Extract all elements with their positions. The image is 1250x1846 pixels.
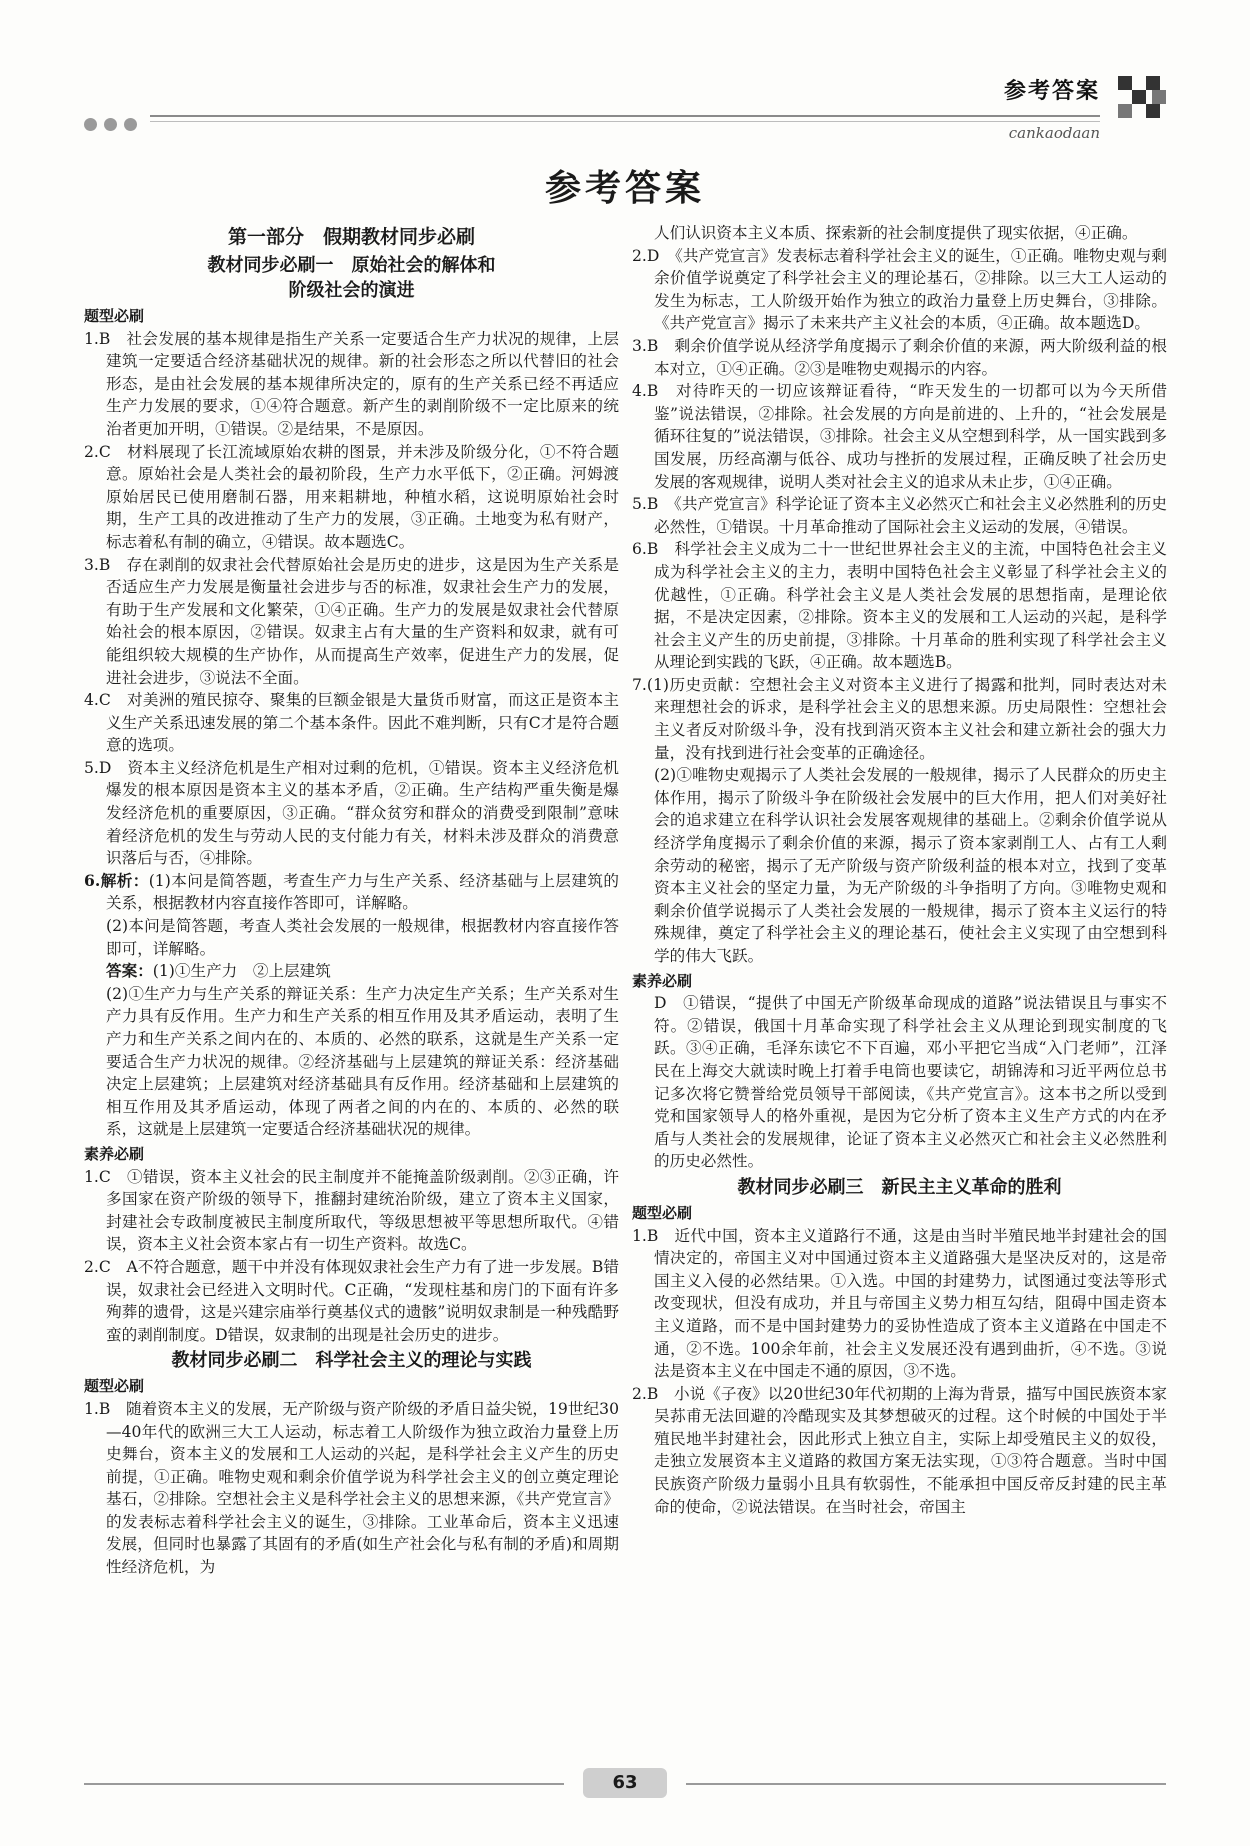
part-title: 第一部分 假期教材同步必刷	[227, 226, 475, 248]
page-title: 参考答案	[544, 168, 705, 209]
section-title-line: 教材同步必刷一 原始社会的解体和	[207, 255, 496, 276]
question-item: 2.B 小说《子夜》以20世纪30年代初期的上海为背景，描写中国民族资本家吴荪甫无法回避的冷酷现实及其梦想破灭的过程。这个时候的中国处于半殖民地半封建社会，因此形式上独立自主，实际上却受殖民主义的奴役，走独立发展资本主义道路的救国方案无法实现，①③符合题意。当时中国民族资产阶级力量弱小且具有软弱性，不能承担中国反帝反封建的民主革命的使命，②说法错误。在当时社会，帝国主	[632, 1384, 1167, 1516]
subhead-tixing: 题型必刷	[632, 1203, 693, 1222]
header-dots	[84, 116, 144, 135]
answer-text: (2)①生产力与生产关系的辩证关系：生产力决定生产关系；生产关系对生产力具有反作用。生产力和生产关系的相互作用及其矛盾运动，表明了生产力和生产关系之间内在的、本质的、必然的联系，这就是生产关系一定要适合生产力状况的规律。②经济基础与上层建筑的辩证关系：经济基础决定上层建筑；上层建筑对经济基础具有反作用。经济基础和上层建筑的相互作用及其矛盾运动，体现了两者之间的内在的、本质的、必然的联系，这就是上层建筑一定要适合经济基础状况的规律。	[106, 984, 619, 1139]
dot-icon	[84, 118, 97, 131]
answer-label: 答案：	[106, 962, 153, 981]
section-title-3: 教材同步必刷三 新民主主义革命的胜利	[737, 1176, 1062, 1198]
question-item: 6.B 科学社会主义成为二十一世纪世界社会主义的主流，中国特色社会主义成为科学社会主义的主力，表明中国特色社会主义彰显了科学社会主义的优越性，①正确。科学社会主义是人类社会发展的思想指南，是理论依据，不是决定因素，②排除。资本主义的发展和工人运动的兴起，是科学社会主义产生的历史前提，③排除。十月革命的胜利实现了科学社会主义从理论到实践的飞跃，④正确。故本题选B。	[632, 540, 1167, 672]
question-item: 1.B 社会发展的基本规律是指生产关系一定要适合生产力状况的规律，上层建筑一定要适合经济基础状况的规律。新的社会形态之所以代替旧的社会形态，是由社会发展的基本规律所决定的，原有的生产关系已经不再适应生产力发展的要求，①④符合题意。新产生的剥削阶级不一定比原来的统治者更加开明，①错误。②是结果，不是原因。	[84, 329, 619, 438]
subhead-suyang: 素养必刷	[84, 1144, 145, 1163]
question-item: 4.C 对美洲的殖民掠夺、聚集的巨额金银是大量货币财富，而这正是资本主义生产关系迅速发展的第二个基本条件。因此不难判断，只有C才是符合题意的选项。	[84, 691, 619, 755]
section-title-line: 阶级社会的演进	[288, 280, 415, 301]
subhead-tixing: 题型必刷	[84, 307, 145, 325]
question-item: 1.B 随着资本主义的发展，无产阶级与资产阶级的矛盾日益尖锐，19世纪30—40年代的欧洲三大工人运动，标志着工人阶级作为独立政治力量登上历史舞台，资本主义的发展和工人运动的兴起，是科学社会主义产生的历史前提，①正确。唯物史观和剩余价值学说为科学社会主义的创立奠定理论基石，②排除。空想社会主义是科学社会主义的思想来源，《共产党宣言》的发表标志着科学社会主义的诞生，③排除。工业革命后，资本主义迅速发展，但同时也暴露了其固有的矛盾(如生产社会化与私有制的矛盾)和周期性经济危机，为	[84, 1399, 619, 1577]
question-item: 2.C A不符合题意，题干中并没有体现奴隶社会生产力有了进一步发展。B错误，奴隶社会已经进入文明时代。C正确，“发现柱基和房门的下面有许多殉葬的遗骨，这是兴建宗庙举行奠基仪式的遗骸”说明奴隶制是一种残酷野蛮的剥削制度。D错误，奴隶制的出现是社会历史的进步。	[84, 1257, 619, 1344]
analysis-text: (2)本问是简答题，考查人类社会发展的一般规律，根据教材内容直接作答即可，详解略。	[106, 917, 619, 958]
left-column	[84, 222, 619, 1579]
subhead-suyang: 素养必刷	[632, 971, 693, 990]
analysis-text: (1)本问是简答题，考查生产力与生产关系、经济基础与上层建筑的关系，根据教材内容直接作答即可，详解略。	[106, 871, 619, 913]
question-item: (2)①唯物史观揭示了人类社会发展的一般规律，揭示了人民群众的历史主体作用，揭示了阶级斗争在阶级社会发展中的巨大作用，把人们对美好社会的追求建立在科学认识社会发展客观规律的基础上。②剩余价值学说从经济学角度揭示了剩余价值的来源，揭示了资本家剥削工人、占有工人剩余劳动的秘密，揭示了无产阶级与资产阶级利益的根本对立，找到了变革资本主义社会的坚定力量，为无产阶级的斗争指明了方向。③唯物史观和剩余价值学说揭示了人类社会发展的一般规律，揭示了资本主义运行的特殊规律，奠定了科学社会主义的理论基石，使社会主义实现了由空想到科学的伟大飞跃。	[654, 766, 1167, 965]
right-column	[632, 222, 1167, 1518]
question-item: 3.B 存在剥削的奴隶社会代替原始社会是历史的进步，这是因为生产关系是否适应生产力发展是衡量社会进步与否的标准，奴隶社会生产力的发展，有助于生产发展和文化繁荣，①④正确。生产力的发展是奴隶社会代替原始社会的根本原因，②错误。奴隶主占有大量的生产资料和奴隶，就有可能组织较大规模的生产协作，从而提高生产效率，促进生产力的发展，促进社会进步，③说法不全面。	[84, 555, 619, 687]
header-pinyin: cankaodaan	[1008, 124, 1100, 142]
question-item: 5.B 《共产党宣言》科学论证了资本主义必然灭亡和社会主义必然胜利的历史必然性，①错误。十月革命推动了国际社会主义运动的发展，④错误。	[632, 495, 1167, 536]
answer-text: (1)①生产力 ②上层建筑	[152, 962, 331, 981]
dot-icon	[124, 118, 137, 131]
analysis-label: 6.解析：	[84, 870, 149, 890]
question-item-continued: 人们认识资本主义本质、探索新的社会制度提供了现实依据，④正确。	[654, 224, 1138, 242]
question-item: D ①错误，“提供了中国无产阶级革命现成的道路”说法错误且与事实不符。②错误，俄国十月革命实现了科学社会主义从理论到现实制度的飞跃。③④正确，毛泽东读它不下百遍，邓小平把它当成“入门老师”，江泽民在上海交大就读时晚上打着手电筒也要读它，胡锦涛和习近平两位总书记多次将它赞誉给党员领导干部阅读，《共产党宣言》。这本书之所以受到党和国家领导人的格外重视，是因为它分析了资本主义生产方式的内在矛盾与人类社会的发展规律，论证了资本主义必然灭亡和社会主义必然胜利的历史必然性。	[654, 994, 1167, 1171]
question-item: 4.B 对待昨天的一切应该辩证看待，“昨天发生的一切都可以为今天所借鉴”说法错误，②排除。社会发展的方向是前进的、上升的，“社会发展是循环往复的”说法错误，③排除。社会主义从空想到科学，从一国实践到多国发展，历经高潮与低谷、成功与挫折的发展过程，正确反映了社会历史发展的客观规律，说明人类对社会主义的追求从未止步，①④正确。	[632, 382, 1167, 491]
header-tag: 参考答案	[1003, 79, 1100, 104]
question-item: 2.D 《共产党宣言》发表标志着科学社会主义的诞生，①正确。唯物史观与剩余价值学说奠定了科学社会主义的理论基石，②排除。以三大工人运动的发生为标志，工人阶级开始作为独立的政治力量登上历史舞台，③排除。《共产党宣言》揭示了未来共产主义社会的本质，④正确。故本题选D。	[632, 246, 1167, 333]
checker-logo-icon	[1118, 76, 1166, 122]
section-title-1	[84, 253, 619, 303]
question-item: 1.B 近代中国，资本主义道路行不通，这是由当时半殖民地半封建社会的国情决定的，帝国主义对中国通过资本主义道路强大是坚决反对的，这是帝国主义入侵的必然结果。①入选。中国的封建势力，试图通过变法等形式改变现状，但没有成功，并且与帝国主义势力相互勾结，阻碍中国走资本主义道路，而不是中国封建势力的妥协性造成了资本主义道路在中国走不通，②不选。100余年前，社会主义发展还没有遇到曲折，④不选。③说法是资本主义在中国走不通的原因，③不选。	[632, 1226, 1167, 1381]
page-number: 63	[583, 1768, 667, 1798]
section-title-2: 教材同步必刷二 科学社会主义的理论与实践	[171, 1350, 532, 1372]
header-rule-thin	[150, 121, 1100, 122]
question-item: 7.(1)历史贡献：空想社会主义对资本主义进行了揭露和批判，同时表达对未来理想社会的诉求，是科学社会主义的思想来源。历史局限性：空想社会主义者反对阶级斗争，没有找到消灭资本主义社会和建立新社会的强大力量，没有找到进行社会变革的正确途径。	[632, 675, 1167, 762]
dot-icon	[104, 118, 117, 131]
question-item: 2.C 材料展现了长江流域原始农耕的图景，并未涉及阶级分化，①不符合题意。原始社会是人类社会的最初阶段，生产力水平低下，②正确。河姆渡原始居民已使用磨制石器，用来耜耕地，种植水稻，这说明原始社会时期，生产工具的改进推动了生产力的发展，③正确。土地变为私有财产，标志着私有制的确立，④错误。故本题选C。	[84, 442, 619, 551]
answer-line	[84, 960, 619, 983]
footer-rule-right	[686, 1783, 1166, 1785]
footer-rule-left	[84, 1783, 564, 1785]
question-item: 5.D 资本主义经济危机是生产相对过剩的危机，①错误。资本主义经济危机爆发的根本原因是资本主义的基本矛盾，②正确。生产结构严重失衡是爆发经济危机的重要原因，③正确。“群众贫穷和群众的消费受到限制”意味着经济危机的发生与劳动人民的支付能力有关，材料未涉及群众的消费意识落后与否，④排除。	[84, 758, 619, 868]
header-rule	[150, 115, 1100, 117]
question-item: 3.B 剩余价值学说从经济学角度揭示了剩余价值的来源，两大阶级利益的根本对立，①④正确。②③是唯物史观揭示的内容。	[632, 336, 1167, 378]
question-item: 1.C ①错误，资本主义社会的民主制度并不能掩盖阶级剥削。②③正确，许多国家在资产阶级的领导下，推翻封建统治阶级，建立了资本主义国家，封建社会专政制度被民主制度所取代，等级思想被平等思想所取代。④错误，资本主义社会资本家占有一切生产资料。故选C。	[84, 1167, 619, 1254]
question-item	[84, 870, 619, 915]
subhead-tixing: 题型必刷	[84, 1377, 145, 1396]
